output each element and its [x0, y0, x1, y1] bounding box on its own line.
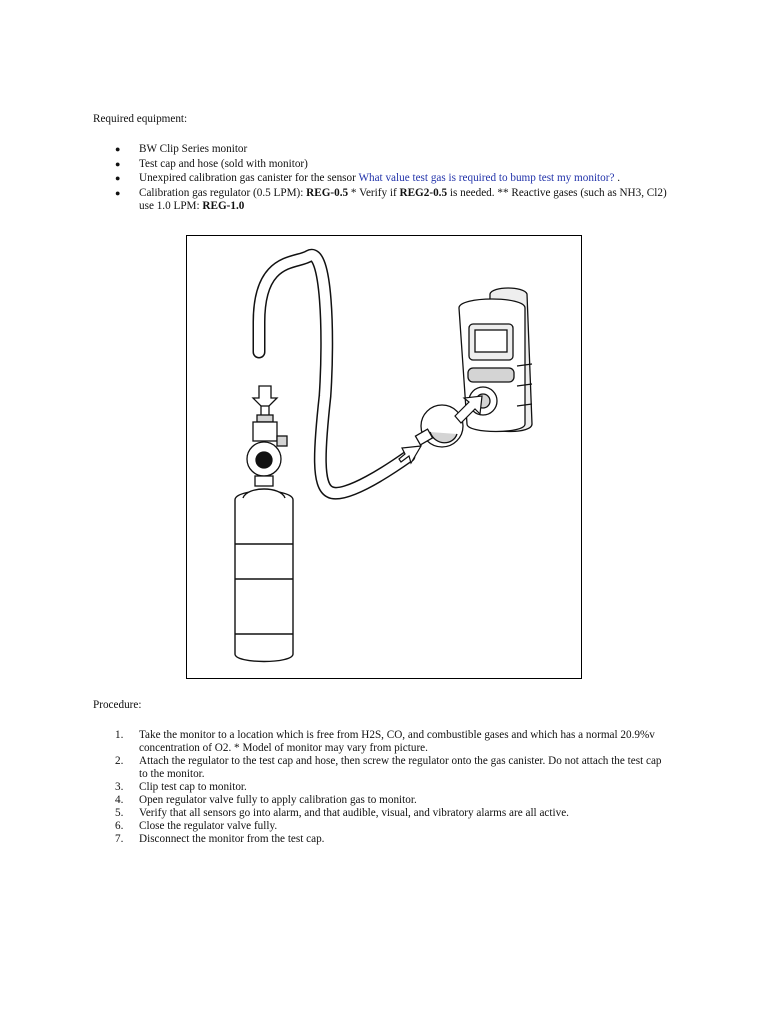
list-item — [0, 820, 768, 833]
regulator-model-3: REG-1.0 — [202, 199, 245, 212]
step-number: 1. — [115, 729, 124, 741]
equipment-text: Test cap and hose (sold with monitor) — [139, 157, 308, 170]
bullet-icon: ● — [115, 173, 121, 183]
step-text: Close the regulator valve fully. — [139, 820, 278, 832]
equipment-text: Unexpired calibration gas canister for the sensor — [139, 172, 359, 184]
step-number: 6. — [115, 820, 124, 832]
bullet-icon: ● — [115, 144, 121, 154]
bullet-icon: ● — [115, 158, 121, 169]
step-number: 2. — [115, 755, 124, 767]
regulator-model-2: REG2-0.5 — [399, 186, 448, 199]
step-number: 3. — [115, 781, 124, 793]
step-text: Take the monitor to a location which is free from H2S, CO, and combustible gases and which has a normal 20.9%v concentration of O2. * Model of monitor may vary from picture. — [139, 729, 655, 754]
list-item — [0, 172, 768, 185]
gas-regulator — [247, 406, 287, 486]
step-text: Disconnect the monitor from the test cap. — [139, 833, 325, 845]
list-item — [0, 794, 768, 807]
step-text: Attach the regulator to the test cap and hose, then screw the regulator onto the gas canister. Do not attach the test cap to the monitor. — [139, 755, 662, 780]
bump-test-link[interactable]: What value test gas is required to bump test my monitor? — [358, 172, 615, 184]
list-item — [0, 143, 768, 156]
list-item — [0, 833, 768, 846]
required-equipment-heading: Required equipment: — [93, 113, 188, 125]
bullet-icon: ● — [115, 187, 121, 198]
step-number: 7. — [115, 833, 124, 845]
step-text: Open regulator valve fully to apply calibration gas to monitor. — [139, 794, 417, 806]
test-cap — [415, 405, 463, 447]
procedure-steps — [0, 729, 768, 846]
equipment-text-tail: . — [614, 172, 621, 184]
step-number: 4. — [115, 794, 124, 806]
list-item — [0, 781, 768, 794]
regulator-text-pre: Calibration gas regulator (0.5 LPM): — [139, 186, 307, 199]
step-number: 5. — [115, 807, 124, 819]
list-item — [0, 755, 768, 781]
list-item — [0, 807, 768, 820]
equipment-list — [0, 143, 768, 214]
step-text: Clip test cap to monitor. — [139, 781, 247, 793]
regulator-text-post: is needed. ** Reactive gases (such as NH3, Cl2) use 1.0 LPM: — [139, 186, 667, 212]
procedure-heading: Procedure: — [93, 699, 142, 711]
list-item — [0, 158, 768, 171]
gas-canister — [235, 489, 293, 662]
list-item — [0, 729, 768, 755]
step-text: Verify that all sensors go into alarm, and that audible, visual, and vibratory alarms are all active. — [139, 807, 569, 819]
list-item — [0, 187, 768, 213]
regulator-model-1: REG-0.5 — [306, 186, 349, 199]
regulator-text-mid: * Verify if — [348, 186, 400, 199]
equipment-text: BW Clip Series monitor — [139, 143, 248, 155]
diagram-canvas — [187, 236, 580, 677]
equipment-diagram — [186, 235, 582, 679]
